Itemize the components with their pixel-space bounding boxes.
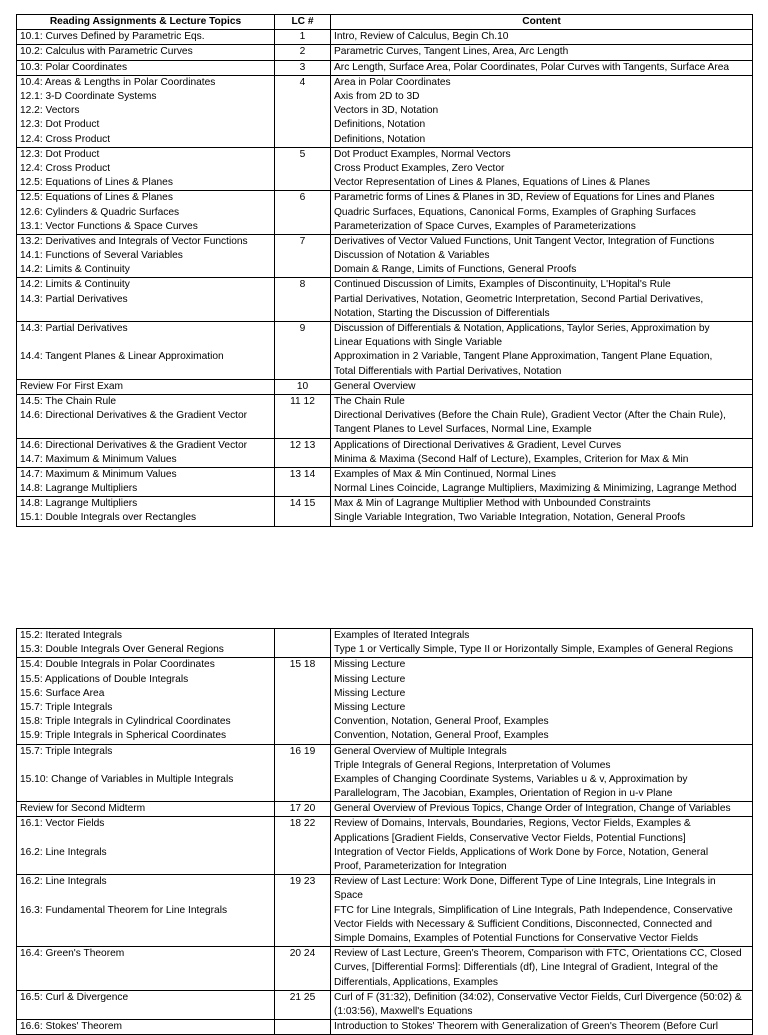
content-line: Cross Product Examples, Zero Vector	[334, 162, 505, 174]
topic-line	[20, 932, 271, 946]
content-line: Introduction to Stokes' Theorem with Generalization of Green's Theorem (Before Curl	[334, 1021, 719, 1033]
topic-line: 14.1: Functions of Several Variables	[20, 250, 183, 262]
topics-cell	[17, 990, 275, 1019]
topic-line: 10.1: Curves Defined by Parametric Eqs.	[20, 31, 205, 43]
lc-number-cell	[275, 802, 331, 817]
lc-number-cell	[275, 234, 331, 278]
topics-cell	[17, 75, 275, 147]
topic-line	[20, 889, 271, 903]
topics-cell	[17, 147, 275, 191]
topics-cell	[17, 322, 275, 380]
lecture-number: 16 19	[289, 745, 316, 757]
topics-cell	[17, 947, 275, 991]
content-line: Continued Discussion of Limits, Examples of Discontinuity, L'Hopital's Rule	[334, 279, 671, 291]
topic-line: 10.4: Areas & Lengths in Polar Coordinates	[20, 76, 216, 88]
topic-line: 14.8: Lagrange Multipliers	[20, 498, 138, 510]
content-line: Derivatives of Vector Valued Functions, Unit Tangent Vector, Integration of Functions	[334, 235, 715, 247]
table-row	[17, 322, 753, 380]
topic-line	[20, 307, 271, 321]
content-cell	[331, 60, 753, 75]
content-line: Axis from 2D to 3D	[334, 91, 420, 102]
content-line: Convention, Notation, General Proof, Examples	[334, 716, 549, 728]
topics-cell	[17, 802, 275, 817]
topic-line: 15.1: Double Integrals over Rectangles	[20, 512, 197, 524]
content-line: Examples of Changing Coordinate Systems, Variables u & v, Approximation by	[334, 773, 688, 785]
table-row	[17, 629, 753, 658]
content-line: Total Differentials with Partial Derivatives, Notation	[334, 365, 562, 377]
content-line: Curl of F (31:32), Definition (34:02), Conservative Vector Fields, Curl Divergence (50:02) &	[334, 991, 742, 1003]
content-line: Applications [Gradient Fields, Conservative Vector Fields, Potential Functions]	[334, 832, 686, 844]
content-line: Domain & Range, Limits of Functions, General Proofs	[334, 264, 577, 276]
lc-number-cell	[275, 394, 331, 438]
topic-line: 15.6: Surface Area	[20, 687, 105, 699]
content-line: The Chain Rule	[334, 395, 405, 407]
topic-line: 15.9: Triple Integrals in Spherical Coordinates	[20, 730, 227, 742]
topic-line: 15.10: Change of Variables in Multiple Integrals	[20, 773, 234, 785]
header-lc: LC #	[275, 15, 331, 30]
content-line: Partial Derivatives, Notation, Geometric Interpretation, Second Partial Derivatives,	[334, 293, 704, 305]
header-row	[17, 15, 753, 30]
content-line: Type 1 or Vertically Simple, Type II or Horizontally Simple, Examples of General Regions	[334, 644, 733, 656]
lc-number-cell	[275, 45, 331, 60]
content-line: Notation, Starting the Discussion of Differentials	[334, 307, 550, 319]
content-line: Parallelogram, The Jacobian, Examples, Orientation of Region in u-v Plane	[334, 788, 673, 800]
content-line: Examples of Iterated Integrals	[334, 630, 470, 641]
content-line: Parameterization of Space Curves, Examples of Parameterizations	[334, 220, 636, 232]
content-line: Dot Product Examples, Normal Vectors	[334, 148, 511, 160]
content-cell	[331, 802, 753, 817]
table-row	[17, 234, 753, 278]
table-row	[17, 278, 753, 322]
content-cell	[331, 744, 753, 802]
content-cell	[331, 379, 753, 394]
content-line: Missing Lecture	[334, 687, 406, 699]
topic-line	[20, 365, 271, 379]
content-line: Triple Integrals of General Regions, Interpretation of Volumes	[334, 759, 611, 771]
topic-line: 15.7: Triple Integrals	[20, 745, 113, 757]
topic-line: 12.5: Equations of Lines & Planes	[20, 177, 173, 189]
content-line: Single Variable Integration, Two Variable Integration, Notation, General Proofs	[334, 512, 686, 524]
lecture-number: 18 22	[289, 818, 316, 830]
topic-line: 15.8: Triple Integrals in Cylindrical Coordinates	[20, 716, 231, 728]
schedule-table-2	[16, 628, 753, 1035]
lecture-number: 3	[299, 61, 306, 73]
topic-line: 14.3: Partial Derivatives	[20, 323, 128, 334]
topic-line	[20, 336, 271, 350]
topic-line: 12.5: Equations of Lines & Planes	[20, 192, 173, 204]
table-row	[17, 60, 753, 75]
content-line: Directional Derivatives (Before the Chain Rule), Gradient Vector (After the Chain Rule),	[334, 410, 726, 422]
content-line: Examples of Max & Min Continued, Normal Lines	[334, 468, 556, 480]
table-row	[17, 75, 753, 147]
content-cell	[331, 278, 753, 322]
content-line: Definitions, Notation	[334, 119, 426, 131]
topic-line: 12.4: Cross Product	[20, 133, 111, 145]
topic-line	[20, 832, 271, 846]
content-cell	[331, 234, 753, 278]
table-row	[17, 379, 753, 394]
content-line: FTC for Line Integrals, Simplification of Line Integrals, Path Independence, Conservative	[334, 904, 733, 916]
lc-number-cell	[275, 947, 331, 991]
topic-line: 15.7: Triple Integrals	[20, 701, 113, 713]
lecture-number: 10	[296, 380, 309, 392]
content-cell	[331, 990, 753, 1019]
content-cell	[331, 629, 753, 658]
topic-line	[20, 860, 271, 874]
topics-cell	[17, 1020, 275, 1035]
content-cell	[331, 467, 753, 496]
topic-line: 12.6: Cylinders & Quadric Surfaces	[20, 206, 180, 218]
table-row	[17, 1020, 753, 1035]
topic-line: Review For First Exam	[20, 380, 124, 392]
content-cell	[331, 322, 753, 380]
topic-line: 12.2: Vectors	[20, 105, 80, 117]
lecture-number: 1	[299, 31, 306, 43]
lecture-number: 13 14	[289, 468, 316, 480]
schedule-table-1	[16, 14, 753, 527]
content-cell	[331, 817, 753, 875]
lecture-number: 7	[299, 235, 306, 247]
header-topics: Reading Assignments & Lecture Topics	[17, 15, 275, 30]
table-row	[17, 990, 753, 1019]
table-row	[17, 147, 753, 191]
content-line: Differentials, Applications, Examples	[334, 976, 499, 988]
content-line: Discussion of Differentials & Notation, Applications, Taylor Series, Approximation by	[334, 323, 710, 334]
topic-line: 14.8: Lagrange Multipliers	[20, 483, 138, 495]
table-body-2	[17, 629, 753, 1035]
topic-line: 12.4: Cross Product	[20, 162, 111, 174]
content-cell	[331, 75, 753, 147]
content-line: Max & Min of Lagrange Multiplier Method with Unbounded Constraints	[334, 498, 651, 510]
lecture-number: 5	[299, 148, 306, 160]
content-line: Vector Fields with Necessary & Sufficient Conditions, Disconnected, Connected and	[334, 918, 713, 930]
lc-number-cell	[275, 1020, 331, 1035]
lc-number-cell	[275, 744, 331, 802]
content-line: Review of Last Lecture: Work Done, Different Type of Line Integrals, Line Integrals in	[334, 876, 716, 888]
topic-line: 10.2: Calculus with Parametric Curves	[20, 46, 193, 58]
content-line: Missing Lecture	[334, 659, 406, 671]
topics-cell	[17, 45, 275, 60]
topics-cell	[17, 191, 275, 235]
topics-cell	[17, 658, 275, 744]
table-row	[17, 467, 753, 496]
content-cell	[331, 45, 753, 60]
topic-line	[20, 759, 271, 773]
lc-number-cell	[275, 467, 331, 496]
content-line: Curves, [Differential Forms]: Differentials (df), Line Integral of Gradient, Integral of the	[334, 962, 719, 974]
content-line: Review of Domains, Intervals, Boundaries, Regions, Vector Fields, Examples &	[334, 818, 691, 830]
topic-line: 13.1: Vector Functions & Space Curves	[20, 220, 198, 232]
topic-line: 13.2: Derivatives and Integrals of Vector Functions	[20, 235, 248, 247]
content-line: Tangent Planes to Level Surfaces, Normal Line, Example	[334, 424, 592, 436]
content-line: Approximation in 2 Variable, Tangent Plane Approximation, Tangent Plane Equation,	[334, 351, 713, 363]
lecture-number: 11 12	[290, 395, 315, 407]
topic-line: 12.1: 3-D Coordinate Systems	[20, 91, 157, 102]
topic-line: 16.2: Line Integrals	[20, 846, 107, 858]
topic-line: 16.4: Green's Theorem	[20, 948, 125, 960]
lc-number-cell	[275, 147, 331, 191]
topic-line: 14.2: Limits & Continuity	[20, 279, 130, 291]
lecture-number: 2	[299, 46, 306, 58]
topic-line: 16.2: Line Integrals	[20, 876, 107, 888]
content-line: General Overview of Multiple Integrals	[334, 745, 507, 757]
table-row	[17, 744, 753, 802]
lecture-number: 12 13	[289, 439, 316, 451]
lc-number-cell	[275, 322, 331, 380]
content-line: Vectors in 3D, Notation	[334, 105, 439, 117]
lc-number-cell	[275, 278, 331, 322]
table-row	[17, 45, 753, 60]
content-line: (1:03:56), Maxwell's Equations	[334, 1005, 473, 1017]
header-content: Content	[331, 15, 753, 30]
topics-cell	[17, 744, 275, 802]
content-line: Vector Representation of Lines & Planes, Equations of Lines & Planes	[334, 177, 651, 189]
topic-line: 12.3: Dot Product	[20, 119, 100, 131]
content-line: Integration of Vector Fields, Applications of Work Done by Force, Notation, General	[334, 846, 709, 858]
lc-number-cell	[275, 658, 331, 744]
topics-cell	[17, 394, 275, 438]
content-line: Minima & Maxima (Second Half of Lecture), Examples, Criterion for Max & Min	[334, 453, 689, 465]
topics-cell	[17, 817, 275, 875]
topic-line: 15.2: Iterated Integrals	[20, 630, 122, 641]
lecture-number: 6	[299, 192, 306, 204]
topic-line: 14.6: Directional Derivatives & the Gradient Vector	[20, 439, 248, 451]
table-row	[17, 802, 753, 817]
lecture-number: 4	[299, 76, 306, 88]
lc-number-cell	[275, 497, 331, 526]
content-cell	[331, 30, 753, 45]
table-row	[17, 658, 753, 744]
table-body-1	[17, 30, 753, 526]
topic-line: 14.2: Limits & Continuity	[20, 264, 130, 276]
content-line: Area in Polar Coordinates	[334, 76, 451, 88]
topic-line: 15.3: Double Integrals Over General Regions	[20, 644, 224, 656]
topic-line	[20, 1005, 271, 1019]
content-line: Applications of Directional Derivatives & Gradient, Level Curves	[334, 439, 622, 451]
table-row	[17, 817, 753, 875]
topic-line: 14.7: Maximum & Minimum Values	[20, 468, 177, 480]
topic-line: 12.3: Dot Product	[20, 148, 100, 160]
lc-number-cell	[275, 990, 331, 1019]
content-line: Quadric Surfaces, Equations, Canonical Forms, Examples of Graphing Surfaces	[334, 206, 696, 218]
content-line: Intro, Review of Calculus, Begin Ch.10	[334, 31, 509, 43]
content-cell	[331, 1020, 753, 1035]
lc-number-cell	[275, 438, 331, 467]
lc-number-cell	[275, 191, 331, 235]
content-cell	[331, 394, 753, 438]
table-row	[17, 875, 753, 947]
content-cell	[331, 191, 753, 235]
topic-line: 14.5: The Chain Rule	[20, 395, 117, 407]
topic-line	[20, 976, 271, 990]
topic-line: 14.6: Directional Derivatives & the Gradient Vector	[20, 410, 248, 422]
lecture-number: 21 25	[289, 991, 316, 1003]
topic-line: 16.3: Fundamental Theorem for Line Integrals	[20, 904, 228, 916]
content-line: Convention, Notation, General Proof, Examples	[334, 730, 549, 742]
content-line: Parametric forms of Lines & Planes in 3D, Review of Equations for Lines and Planes	[334, 192, 715, 204]
lecture-number: 9	[299, 323, 306, 334]
table-row	[17, 394, 753, 438]
topics-cell	[17, 379, 275, 394]
topic-line	[20, 787, 271, 801]
topic-line: 10.3: Polar Coordinates	[20, 61, 128, 73]
content-cell	[331, 947, 753, 991]
topics-cell	[17, 234, 275, 278]
topic-line: 14.3: Partial Derivatives	[20, 293, 128, 305]
topic-line	[20, 961, 271, 975]
lecture-number: 14 15	[289, 498, 316, 510]
topic-line	[20, 918, 271, 932]
lc-number-cell	[275, 60, 331, 75]
lecture-number: 17 20	[289, 803, 316, 815]
topics-cell	[17, 278, 275, 322]
content-cell	[331, 658, 753, 744]
topics-cell	[17, 497, 275, 526]
content-line: Missing Lecture	[334, 701, 406, 713]
content-cell	[331, 875, 753, 947]
table-row	[17, 438, 753, 467]
content-line: Space	[334, 890, 363, 902]
content-cell	[331, 438, 753, 467]
lc-number-cell	[275, 30, 331, 45]
content-cell	[331, 497, 753, 526]
topics-cell	[17, 875, 275, 947]
topic-line: 16.6: Stokes' Theorem	[20, 1021, 122, 1033]
lecture-number: 8	[299, 279, 306, 291]
topics-cell	[17, 60, 275, 75]
content-line: Missing Lecture	[334, 673, 406, 685]
lc-number-cell	[275, 379, 331, 394]
topic-line	[20, 423, 271, 437]
content-cell	[331, 147, 753, 191]
topic-line: Review for Second Midterm	[20, 803, 146, 815]
topic-line: 16.1: Vector Fields	[20, 818, 105, 830]
topic-line: 15.4: Double Integrals in Polar Coordinates	[20, 659, 215, 671]
content-line: Normal Lines Coincide, Lagrange Multipliers, Maximizing & Minimizing, Lagrange Method	[334, 483, 737, 495]
content-line: Linear Equations with Single Variable	[334, 337, 503, 349]
topics-cell	[17, 30, 275, 45]
table-row	[17, 30, 753, 45]
content-line: General Overview of Previous Topics, Change Order of Integration, Change of Variables	[334, 803, 731, 815]
table-row	[17, 947, 753, 991]
topic-line: 14.4: Tangent Planes & Linear Approximation	[20, 351, 224, 363]
content-line: Arc Length, Surface Area, Polar Coordinates, Polar Curves with Tangents, Surface Area	[334, 61, 730, 73]
content-line: Proof, Parameterization for Integration	[334, 861, 507, 873]
topic-line: 15.5: Applications of Double Integrals	[20, 673, 189, 685]
content-line: Parametric Curves, Tangent Lines, Area, Arc Length	[334, 46, 569, 58]
content-line: Definitions, Notation	[334, 133, 426, 145]
lecture-number: 19 23	[289, 876, 316, 888]
content-line: Simple Domains, Examples of Potential Functions for Conservative Vector Fields	[334, 932, 699, 944]
topics-cell	[17, 467, 275, 496]
lecture-number: 20 24	[289, 948, 316, 960]
content-line: General Overview	[334, 380, 416, 392]
table-row	[17, 497, 753, 526]
lecture-number: 15 18	[289, 659, 316, 671]
table-row	[17, 191, 753, 235]
topic-line: 16.5: Curl & Divergence	[20, 991, 129, 1003]
topic-line: 14.7: Maximum & Minimum Values	[20, 453, 177, 465]
topics-cell	[17, 438, 275, 467]
lc-number-cell	[275, 817, 331, 875]
lc-number-cell	[275, 75, 331, 147]
lc-number-cell	[275, 875, 331, 947]
topics-cell	[17, 629, 275, 658]
content-line: Review of Last Lecture, Green's Theorem, Comparison with FTC, Orientations CC, Closed	[334, 948, 742, 960]
lc-number-cell	[275, 629, 331, 658]
content-line: Discussion of Notation & Variables	[334, 250, 490, 262]
